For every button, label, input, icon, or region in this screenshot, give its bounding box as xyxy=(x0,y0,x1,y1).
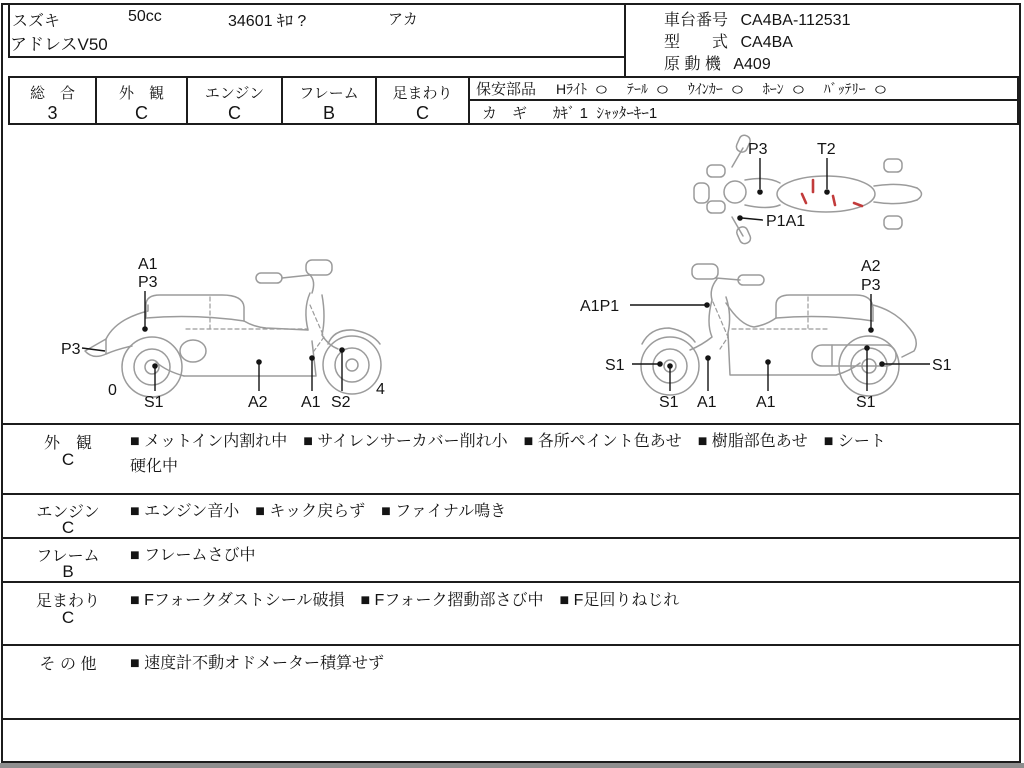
scooter-top-view-diagram xyxy=(690,132,930,247)
damage-code-label: S1 xyxy=(659,394,679,411)
safety-item-name: Hﾗｲﾄ xyxy=(556,80,588,97)
grade-label: 外 観 xyxy=(118,85,164,102)
condition-label-exterior: 外 観 xyxy=(43,435,92,452)
damage-code-label: A2 xyxy=(248,394,268,411)
condition-note-line: ■ メットイン内割れ中 ■ サイレンサーカバー削れ小 ■ 各所ペイント色あせ ■ 樹脂部色あせ ■ シート xyxy=(130,433,886,450)
damage-code-label: S1 xyxy=(856,394,876,411)
damage-code-label: S1 xyxy=(144,394,164,411)
chassis-row xyxy=(664,7,850,29)
engine-row xyxy=(664,51,850,73)
mileage: 34601 ｷﾛ ? xyxy=(228,13,307,30)
grade-value: C xyxy=(228,103,241,123)
scooter-right-view-diagram xyxy=(580,245,970,415)
damage-marks xyxy=(802,180,862,206)
condition-note-line: ■ エンジン音小 ■ キック戻らず ■ ファイナル鳴き xyxy=(130,503,507,520)
damage-code-label: S1 xyxy=(605,357,625,374)
scooter-top-view-sketch xyxy=(694,134,922,246)
safety-item-battery xyxy=(824,79,886,99)
condition-grade: C xyxy=(61,518,75,537)
key-value: ｶｷﾞ 1 ｼｬｯﾀｰｷｰ1 xyxy=(553,104,658,122)
damage-code-label: A1P1 xyxy=(580,298,620,315)
engine-label: 原 動 機 xyxy=(664,56,721,73)
condition-grade: C xyxy=(61,608,75,627)
status-circle-icon: ○ xyxy=(655,78,670,99)
status-circle-icon: ○ xyxy=(730,78,745,99)
row-divider xyxy=(3,493,1021,495)
damage-code-label: S2 xyxy=(331,394,351,411)
chassis-number: CA4BA-112531 xyxy=(740,12,851,29)
condition-grade: B xyxy=(62,562,74,581)
chassis-label: 車台番号 xyxy=(664,12,729,29)
row-divider xyxy=(3,581,1021,583)
grade-box-overall xyxy=(8,76,97,125)
safety-parts-box xyxy=(468,76,1019,125)
status-circle-icon: ○ xyxy=(594,78,609,99)
scan-edge xyxy=(0,763,1024,768)
safety-item-name: ﾃｰﾙ xyxy=(627,80,649,97)
scooter-left-view-sketch xyxy=(85,260,381,397)
condition-label-undercarriage: 足まわり xyxy=(35,593,100,610)
grade-label: エンジン xyxy=(204,85,265,102)
row-divider xyxy=(3,718,1021,720)
grade-label: 足まわり xyxy=(392,85,453,102)
condition-notes-other xyxy=(130,651,990,676)
safety-item-winker xyxy=(688,79,743,99)
maker-name: スズキ xyxy=(12,13,61,30)
grade-box-frame xyxy=(281,76,377,125)
condition-label-other: そ の 他 xyxy=(39,656,97,673)
grade-value: 3 xyxy=(47,103,58,123)
damage-code-label: T2 xyxy=(817,141,836,158)
damage-code-label: A1 xyxy=(138,256,158,273)
displacement: 50cc xyxy=(128,8,162,25)
condition-note-line: ■ Fフォークダストシール破損 ■ Fフォーク摺動部さび中 ■ F足回りねじれ xyxy=(130,592,680,609)
row-divider xyxy=(3,537,1021,539)
condition-notes-frame xyxy=(130,543,990,568)
condition-notes-exterior xyxy=(130,429,990,479)
damage-code-label: A1 xyxy=(756,394,776,411)
condition-note-line: ■ フレームさび中 xyxy=(130,547,256,564)
safety-item-horn xyxy=(763,79,804,99)
wheel-size-label: 0 xyxy=(108,382,117,399)
row-divider xyxy=(3,423,1021,425)
condition-notes-engine xyxy=(130,499,990,524)
key-label: カ ギ xyxy=(482,104,528,122)
type-value: CA4BA xyxy=(740,34,793,51)
damage-code-label: P3 xyxy=(138,274,158,291)
damage-code-label: A1 xyxy=(301,394,321,411)
safety-item-name: ﾎｰﾝ xyxy=(762,80,784,97)
safety-item-name: ｳｲﾝｶｰ xyxy=(687,80,723,97)
grade-box-undercarriage xyxy=(375,76,470,125)
safety-item-tail xyxy=(627,79,668,99)
damage-code-label: P1A1 xyxy=(766,213,806,230)
condition-note-line: 硬化中 xyxy=(130,458,179,475)
grade-value: B xyxy=(322,103,335,123)
damage-code-label: P3 xyxy=(861,277,881,294)
grade-box-engine xyxy=(186,76,283,125)
grade-value: C xyxy=(416,103,429,123)
registry-block xyxy=(664,7,850,73)
condition-grade: C xyxy=(61,450,75,469)
damage-code-label: P3 xyxy=(61,341,81,358)
status-circle-icon: ○ xyxy=(791,78,806,99)
condition-note-line: ■ 速度計不動オドメーター積算せず xyxy=(130,655,384,672)
damage-code-label: A2 xyxy=(861,258,881,275)
safety-item-name: ﾊﾞｯﾃﾘｰ xyxy=(823,80,866,97)
damage-code-label: S1 xyxy=(932,357,952,374)
safety-item-headlight xyxy=(556,79,607,99)
grade-label: 総 合 xyxy=(29,85,75,102)
status-circle-icon: ○ xyxy=(873,78,888,99)
safety-parts-label: 保安部品 xyxy=(476,81,537,98)
wheel-size-label: 4 xyxy=(376,381,385,398)
condition-notes-undercarriage xyxy=(130,588,990,613)
engine-value: A409 xyxy=(733,56,771,73)
type-row xyxy=(664,29,850,51)
damage-code-label: A1 xyxy=(697,394,717,411)
damage-code-label: P3 xyxy=(748,141,768,158)
grade-label: フレーム xyxy=(299,85,359,102)
color-code: アカ xyxy=(388,11,418,28)
model-name: アドレスV50 xyxy=(10,35,108,54)
grade-box-exterior xyxy=(95,76,188,125)
header-divider xyxy=(624,58,626,77)
condition-label-engine: エンジン xyxy=(36,504,100,521)
condition-label-frame: フレーム xyxy=(36,548,100,565)
grade-value: C xyxy=(135,103,148,123)
key-row xyxy=(470,101,1017,123)
safety-parts-row xyxy=(470,78,1017,101)
type-label: 型 式 xyxy=(664,34,729,51)
row-divider xyxy=(3,644,1021,646)
scooter-left-view-diagram xyxy=(60,245,400,415)
